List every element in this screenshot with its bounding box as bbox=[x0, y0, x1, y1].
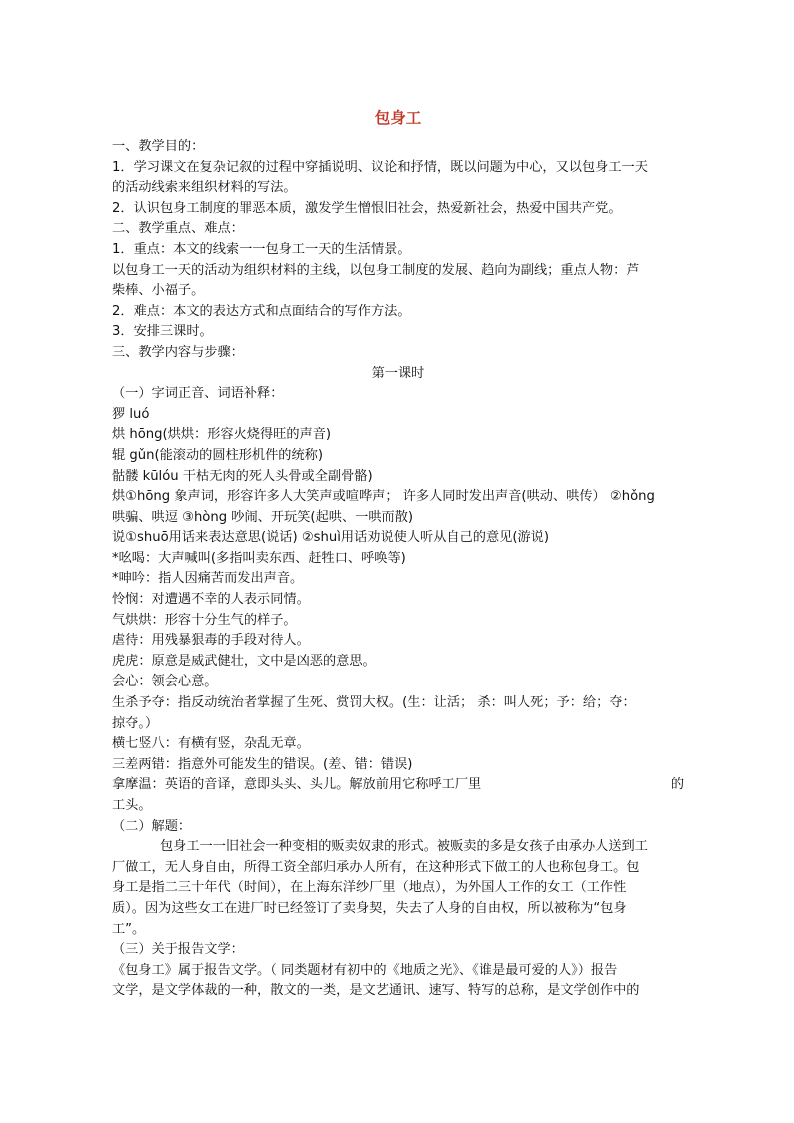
text-line: 1．重点：本文的线索一一包身工一天的生活情景。 bbox=[112, 241, 411, 257]
vocab-line: 会心：领会心意。 bbox=[112, 674, 218, 690]
text-line: 2．难点：本文的表达方式和点面结合的写作方法。 bbox=[112, 303, 411, 319]
vocab-line: 虐待：用残暴狠毒的手段对待人。 bbox=[112, 633, 310, 649]
vocab-line: 烘 hōng(烘烘：形容火烧得旺的声音) bbox=[112, 427, 332, 443]
vocab-line-justified bbox=[112, 775, 684, 796]
section-heading: （一）字词正音、词语补释： bbox=[112, 386, 284, 402]
vocab-line: *呻吟：指人因痛苦而发出声音。 bbox=[112, 571, 304, 587]
text-line: 一、教学目的： bbox=[112, 139, 205, 154]
vocab-line: 骷髅 kūlóu 干枯无肉的死人头骨或全副骨骼) bbox=[112, 468, 373, 484]
text-line: 三、教学内容与步骤： bbox=[112, 344, 244, 360]
document-title: 包身工 bbox=[374, 109, 422, 127]
vocab-line: 三差两错：指意外可能发生的错误。(差、错：错误) bbox=[112, 756, 413, 772]
vocab-line: 烘①hōng 象声词，形容许多人大笑声或喧哗声； 许多人同时发出声音(哄动、哄传） ②hǒng bbox=[112, 489, 655, 505]
vocab-line: 猡 luó bbox=[112, 406, 150, 422]
section-heading: （二）解题： bbox=[112, 818, 192, 834]
text-line: 二、教学重点、难点： bbox=[112, 221, 244, 237]
vocab-line: 横七竖八：有横有竖，杂乱无章。 bbox=[112, 736, 310, 752]
vocab-line: 辊 gǔn(能滚动的圆柱形机件的统称) bbox=[112, 447, 324, 463]
text-line: 3．安排三课时。 bbox=[112, 324, 213, 340]
text-line: 以包身工一天的活动为组织材料的主线，以包身工制度的发展、趋向为副线；重点人物：芦 bbox=[112, 262, 640, 278]
text-line: 柴棒、小福子。 bbox=[112, 283, 205, 299]
text-line: 厂做工，无人身自由，所得工资全部归承办人所有，在这种形式下做工的人也称包身工。包 bbox=[112, 859, 640, 875]
text-line: 1．学习课文在复杂记叙的过程中穿插说明、议论和抒情，既以问题为中心，又以包身工一天 bbox=[112, 159, 648, 175]
vocab-line: 怜悯：对遭遇不幸的人表示同情。 bbox=[112, 592, 310, 608]
text-line: 质）。因为这些女工在进厂时已经签订了卖身契，失去了人身的自由权，所以被称为“包身 bbox=[112, 900, 627, 916]
document-page bbox=[112, 100, 684, 1002]
paragraph-first-line: 包身工一一旧社会一种变相的贩卖奴隶的形式。被贩卖的多是女孩子由承办人送到工 bbox=[160, 839, 648, 855]
text-line: 工”。 bbox=[112, 921, 146, 937]
vocab-line: 生杀予夺：指反动统治者掌握了生死、赏罚大权。(生：让活； 杀：叫人死；予：给；夺： bbox=[112, 695, 636, 711]
lesson-heading: 第一课时 bbox=[371, 365, 425, 381]
vocab-line: *吆喝：大声喊叫(多指叫卖东西、赶牲口、呼唤等) bbox=[112, 550, 406, 566]
text-line: 2．认识包身工制度的罪恶本质，激发学生憎恨旧社会，热爱新社会，热爱中国共产党。 bbox=[112, 200, 622, 216]
text-line: 《包身工》属于报告文学。（ 同类题材有初中的《地质之光》、《谁是最可爱的人》）报告 bbox=[112, 962, 618, 978]
text-line: 文学，是文学体裁的一种，散文的一类，是文艺通讯、速写、特写的总称，是文学创作中的 bbox=[112, 983, 640, 999]
text-line: 的活动线索来组织材料的写法。 bbox=[112, 180, 297, 196]
vocab-line: 虎虎：原意是威武健壮，文中是凶恶的意思。 bbox=[112, 653, 376, 669]
vocab-line: 气烘烘：形容十分生气的样子。 bbox=[112, 612, 297, 628]
vocab-line: 哄骗、哄逗 ③hòng 吵闹、开玩笑(起哄、一哄而散) bbox=[112, 509, 414, 525]
text-line: 身工是指二三十年代（时间），在上海东洋纱厂里（地点），为外国人工作的女工（工作性 bbox=[112, 880, 627, 896]
vocab-line: 说①shuō用话来表达意思(说话) ②shuì用话劝说使人听从自己的意见(游说) bbox=[112, 530, 550, 546]
vocab-line-left: 拿摩温：英语的音译，意即头头、头儿。解放前用它称呼工厂里 bbox=[112, 777, 482, 793]
section-heading: （三）关于报告文学： bbox=[112, 942, 244, 958]
vocab-line: 工头。 bbox=[112, 798, 152, 813]
vocab-line-right: 的 bbox=[670, 777, 684, 793]
vocab-line: 掠夺。） bbox=[112, 715, 159, 731]
